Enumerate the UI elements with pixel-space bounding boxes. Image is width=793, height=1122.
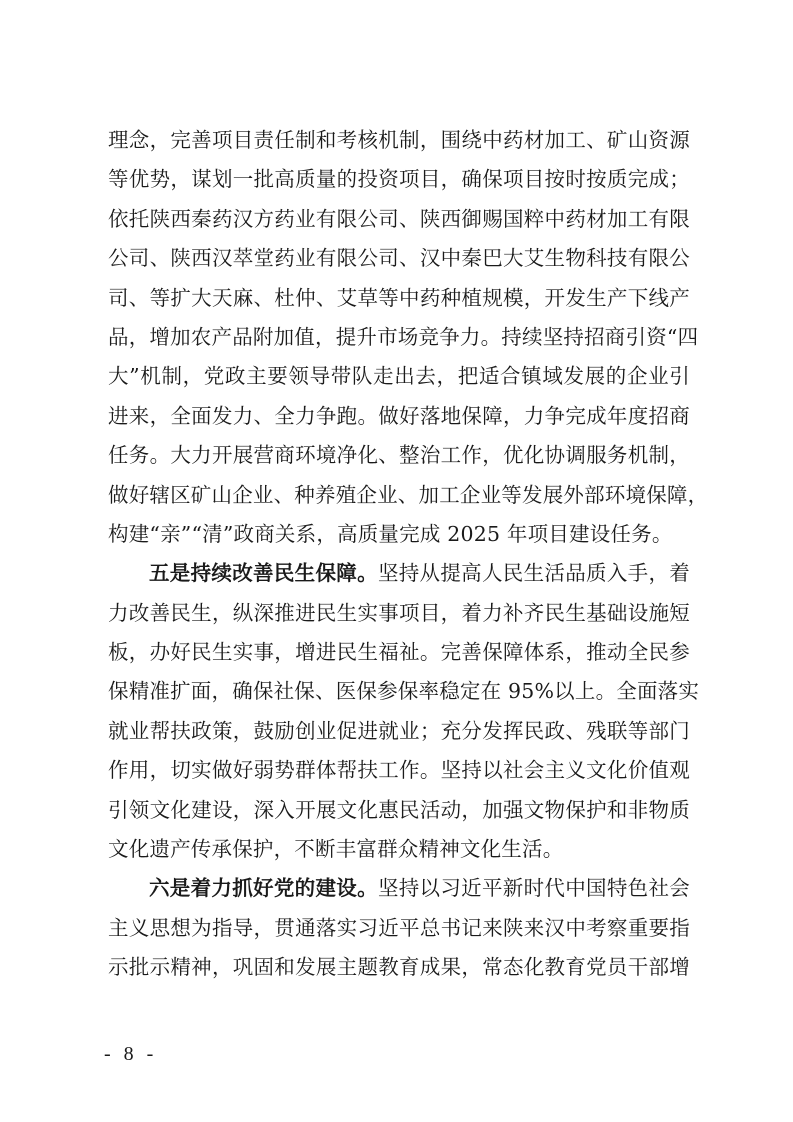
paragraph-line: 保精准扩面，确保社保、医保参保率稳定在 95%以上。全面落实 xyxy=(108,679,700,704)
section-6-first-text: 坚持以习近平新时代中国特色社会 xyxy=(377,876,691,901)
paragraph-line: 文化遗产传承保护，不断丰富群众精神文化生活。 xyxy=(108,837,564,862)
paragraph-line: 引领文化建设，深入开展文化惠民活动，加强文物保护和非物质 xyxy=(108,797,690,822)
paragraph-line: 主义思想为指导，贯通落实习近平总书记来陕来汉中考察重要指 xyxy=(108,915,690,940)
paragraph-line: 示批示精神，巩固和发展主题教育成果，常态化教育党员干部增 xyxy=(108,955,690,980)
section-5-heading: 五是持续改善民生保障。 xyxy=(149,561,378,586)
section-6-first-line xyxy=(108,869,690,908)
paragraph-line: 公司、陕西汉萃堂药业有限公司、汉中秦巴大艾生物科技有限公 xyxy=(108,246,690,271)
paragraph-line: 等优势，谋划一批高质量的投资项目，确保项目按时按质完成； xyxy=(108,167,690,192)
section-5-first-line xyxy=(108,554,690,593)
section-6-heading: 六是着力抓好党的建设。 xyxy=(149,876,378,901)
body-text xyxy=(108,121,709,988)
paragraph-line: 作用，切实做好弱势群体帮扶工作。坚持以社会主义文化价值观 xyxy=(108,758,690,783)
paragraph-line: 品，增加农产品附加值，提升市场竞争力。持续坚持招商引资“四 xyxy=(108,324,699,349)
paragraph-line: 就业帮扶政策，鼓励创业促进就业；充分发挥民政、残联等部门 xyxy=(108,718,690,743)
paragraph-line: 力改善民生，纵深推进民生实事项目，着力补齐民生基础设施短 xyxy=(108,600,690,625)
paragraph-line: 大”机制，党政主要领导带队走出去，把适合镇域发展的企业引 xyxy=(108,364,690,389)
paragraph-line: 做好辖区矿山企业、种养殖企业、加工企业等发展外部环境保障， xyxy=(108,482,709,507)
paragraph-line: 构建“亲”“清”政商关系，高质量完成 2025 年项目建设任务。 xyxy=(108,521,673,546)
paragraph-line: 理念，完善项目责任制和考核机制，围绕中药材加工、矿山资源 xyxy=(108,128,690,152)
paragraph-line: 司、等扩大天麻、杜仲、艾草等中药种植规模，开发生产下线产 xyxy=(108,285,690,310)
paragraph-line: 任务。大力开展营商环境净化、整治工作，优化协调服务机制， xyxy=(108,443,690,468)
paragraph-line: 依托陕西秦药汉方药业有限公司、陕西御赐国粹中药材加工有限 xyxy=(108,206,690,231)
paragraph-line: 进来，全面发力、全力争跑。做好落地保障，力争完成年度招商 xyxy=(108,403,690,428)
page-number: - 8 - xyxy=(104,1043,158,1065)
paragraph-line: 板，办好民生实事，增进民生福祉。完善保障体系，推动全民参 xyxy=(108,640,690,665)
section-5-first-text: 坚持从提高人民生活品质入手，着 xyxy=(377,561,691,586)
